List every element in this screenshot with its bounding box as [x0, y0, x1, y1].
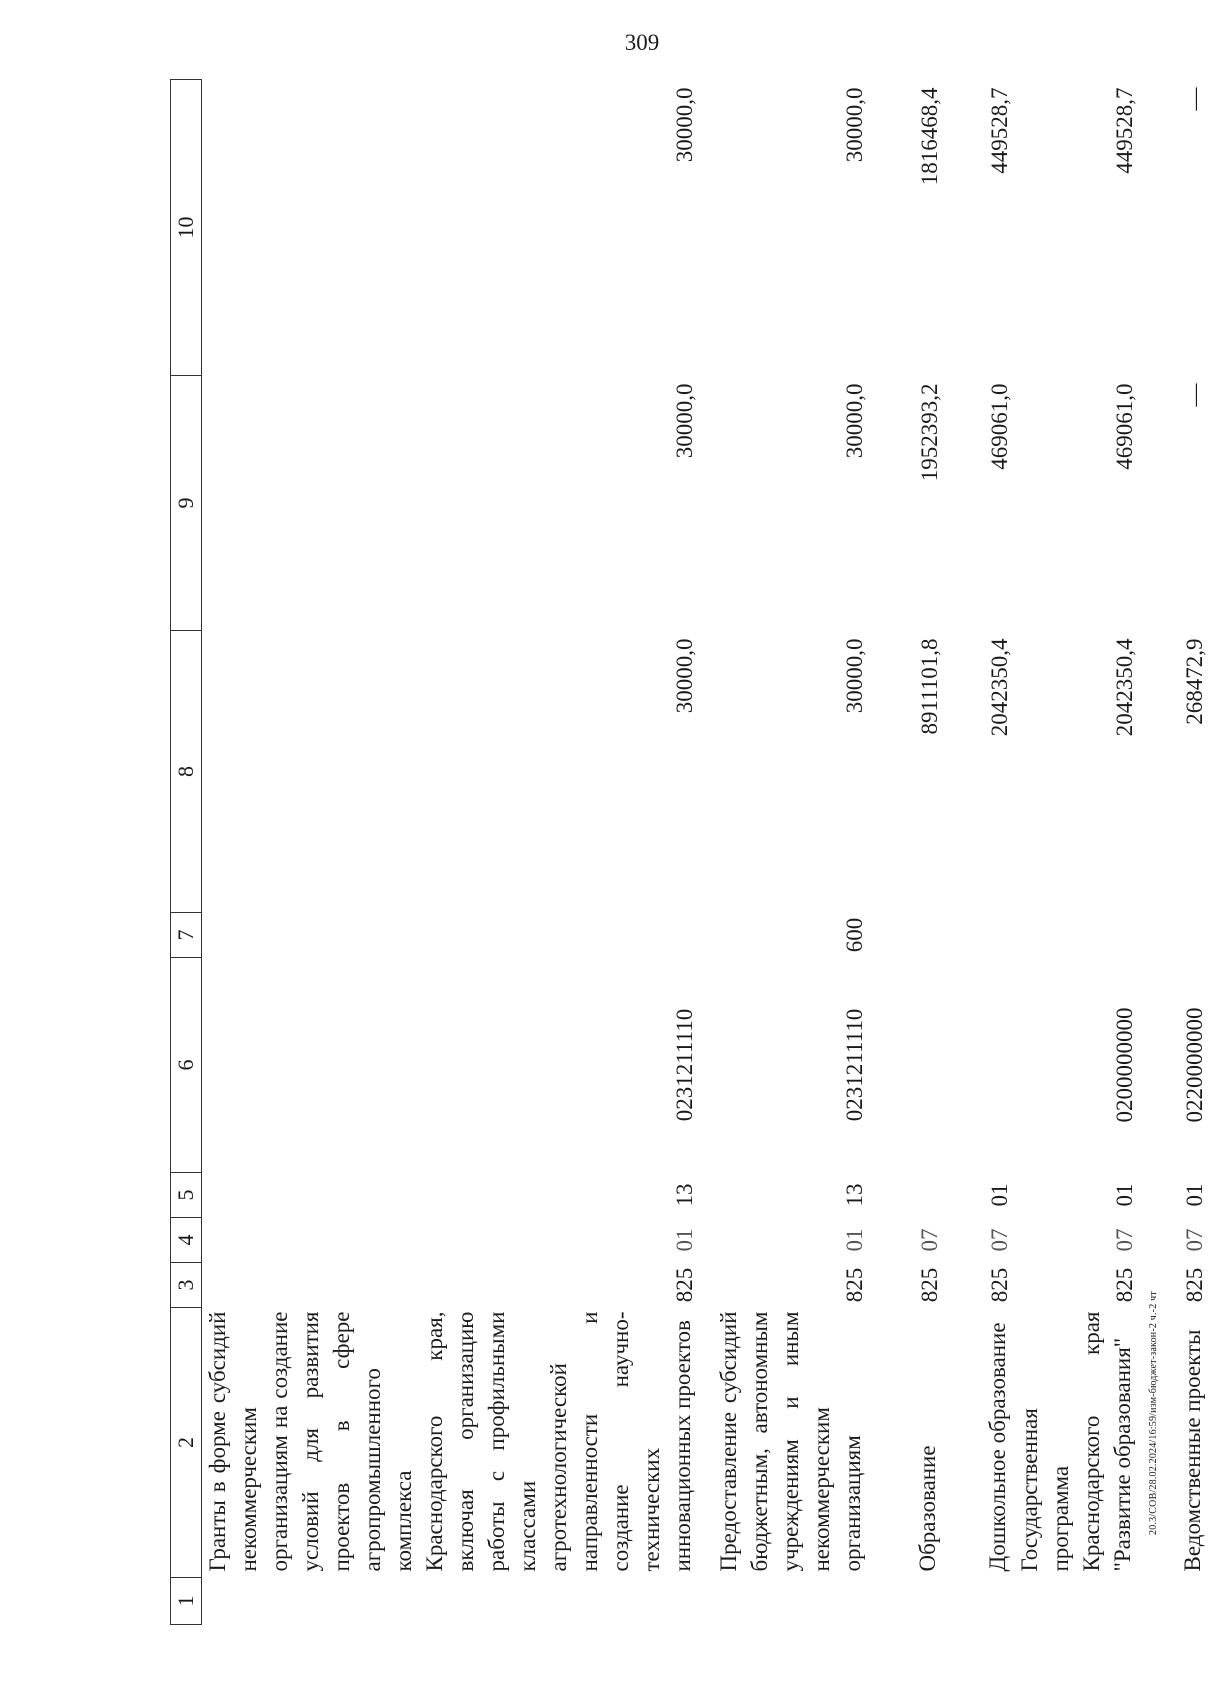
cell-c10: — — [1182, 87, 1207, 111]
cell-c4: 07 — [987, 1228, 1012, 1252]
cell-c7 — [943, 913, 1013, 958]
cell-c5: 01 — [1112, 1183, 1137, 1207]
row-name: Дошкольное образование — [985, 1322, 1010, 1572]
header-col-3: 3 — [171, 1263, 202, 1308]
cell-c3: 825 — [672, 1267, 697, 1303]
table-row — [1138, 80, 1208, 1625]
header-col-10: 10 — [171, 80, 202, 376]
cell-c6 — [868, 958, 943, 1173]
budget-table — [170, 79, 1208, 1625]
cell-c6 — [943, 958, 1013, 1173]
header-col-9: 9 — [171, 376, 202, 631]
cell-c4: 07 — [917, 1228, 942, 1252]
row-number — [698, 1578, 868, 1625]
table-row — [202, 80, 699, 1625]
cell-c9: 469061,0 — [987, 383, 1012, 470]
cell-c9: 1952393,2 — [917, 383, 942, 482]
cell-c7: 600 — [842, 917, 867, 953]
cell-c10: 449528,7 — [1112, 87, 1137, 174]
row-number — [1138, 1578, 1208, 1625]
cell-c3: 825 — [1182, 1267, 1207, 1303]
cell-c8: 2042350,4 — [1112, 638, 1137, 737]
cell-c6: 0231211110 — [842, 1008, 867, 1122]
cell-c7 — [202, 913, 699, 958]
header-col-4: 4 — [171, 1218, 202, 1263]
page-number: 309 — [624, 30, 660, 55]
cell-c6: 0220000000 — [1182, 1007, 1207, 1123]
table-header-row — [171, 80, 202, 1625]
cell-c9: 469061,0 — [1112, 383, 1137, 470]
row-name: Образование — [915, 1445, 940, 1572]
cell-c5: 01 — [987, 1183, 1012, 1207]
cell-c3: 825 — [987, 1267, 1012, 1303]
table-row — [1013, 80, 1138, 1625]
header-col-2: 2 — [171, 1308, 202, 1578]
cell-c3: 825 — [917, 1267, 942, 1303]
cell-c7 — [1013, 913, 1138, 958]
header-col-5: 5 — [171, 1173, 202, 1218]
cell-c8: 30000,0 — [842, 638, 867, 714]
row-name: Ведомственные проекты — [1180, 1329, 1205, 1572]
cell-c4: 07 — [1112, 1228, 1137, 1252]
row-name: Предоставление субсидий бюджетным, автономным учреждениям и иным некоммерческим организациям — [716, 1311, 865, 1572]
row-number — [202, 1578, 699, 1625]
cell-c8: 30000,0 — [672, 638, 697, 714]
cell-c6: 0200000000 — [1112, 1007, 1137, 1123]
cell-c5 — [868, 1173, 943, 1218]
table-row — [868, 80, 943, 1625]
table-row — [943, 80, 1013, 1625]
cell-c3: 825 — [842, 1267, 867, 1303]
header-col-6: 6 — [171, 958, 202, 1173]
cell-c3: 825 — [1112, 1267, 1137, 1303]
row-number — [868, 1578, 943, 1625]
row-name: Гранты в форме субсидий некоммерческим организациям на создание условий для развития проектов в сфере агропромышленного комплекса Краснодарского края, включая организацию работы с профильными классами агротехнологической направленности и создание научно-технических инновационных проектов — [205, 1311, 695, 1572]
cell-c5: 13 — [842, 1183, 867, 1207]
cell-c5: 13 — [672, 1183, 697, 1207]
cell-c7 — [1138, 913, 1208, 958]
cell-c8: 8911101,8 — [917, 638, 942, 735]
cell-c9: — — [1182, 383, 1207, 407]
row-number — [1013, 1578, 1138, 1625]
header-col-1: 1 — [171, 1578, 202, 1625]
cell-c6: 0231211110 — [672, 1008, 697, 1122]
cell-c10: 30000,0 — [672, 87, 697, 163]
cell-c4: 01 — [842, 1228, 867, 1252]
cell-c9: 30000,0 — [672, 383, 697, 459]
table-row — [698, 80, 868, 1625]
row-number — [943, 1578, 1013, 1625]
cell-c10: 449528,7 — [987, 87, 1012, 174]
cell-c10: 1816468,4 — [917, 87, 942, 186]
cell-c7 — [868, 913, 943, 958]
row-name: Государственная программа Краснодарского края "Развитие образования" — [1017, 1311, 1135, 1572]
cell-c4: 01 — [672, 1228, 697, 1252]
cell-c10: 30000,0 — [842, 87, 867, 163]
cell-c5: 01 — [1182, 1183, 1207, 1207]
cell-c4: 07 — [1182, 1228, 1207, 1252]
cell-c8: 268472,9 — [1182, 638, 1207, 725]
header-col-8: 8 — [171, 631, 202, 913]
footer-code: 20.3/СОВ/28.02.2024/16:59/изм-бюджет-закон-2 ч.-2 чт — [1148, 1291, 1159, 1535]
cell-c8: 2042350,4 — [987, 638, 1012, 737]
cell-c9: 30000,0 — [842, 383, 867, 459]
header-col-7: 7 — [171, 913, 202, 958]
